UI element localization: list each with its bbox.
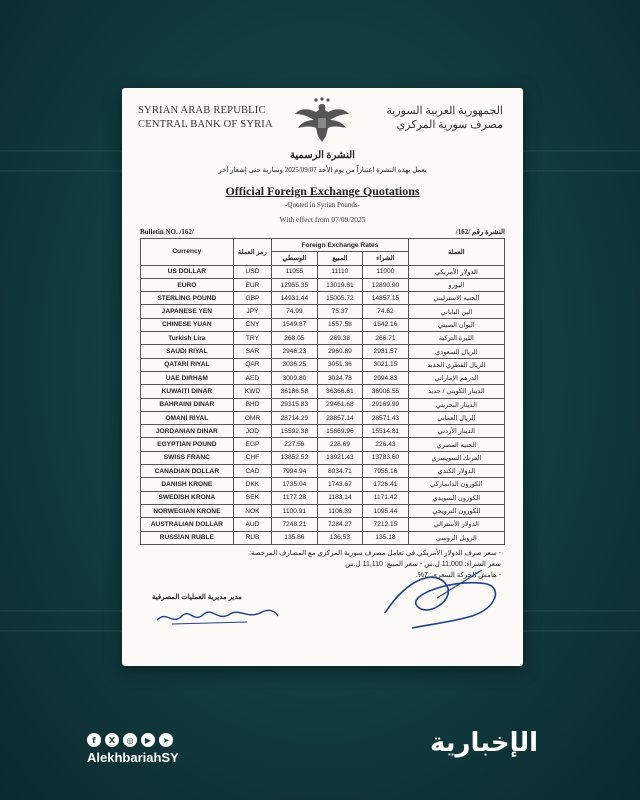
cell-ar: اليوان الصيني: [408, 318, 504, 331]
cell-ar: الدينار الكويتي / جديد: [408, 385, 504, 398]
cell-currency: QATARI RIYAL: [141, 358, 234, 371]
cell-code: JPY: [233, 305, 271, 318]
eagle-emblem-icon: [294, 96, 350, 146]
cell-currency: OMANI RIYAL: [141, 411, 234, 424]
cell-buy: 2931.57: [363, 345, 409, 358]
facebook-icon[interactable]: f: [87, 733, 101, 747]
cell-mid: 3036.25: [272, 358, 318, 371]
header-en-line1: SYRIAN ARAB REPUBLIC: [138, 105, 266, 116]
social-icons: [87, 733, 173, 747]
cell-mid: 2946.23: [272, 345, 318, 358]
table-row: [141, 518, 505, 531]
cell-code: DKK: [233, 478, 271, 491]
header-ar-line2: مصرف سورية المركزي: [396, 119, 503, 131]
cell-ar: الين الياباني: [408, 305, 504, 318]
cell-mid: 7994.94: [272, 465, 318, 478]
cell-buy: 7955.16: [363, 465, 409, 478]
cell-currency: JAPANESE YEN: [141, 305, 234, 318]
cell-sell: 3051.36: [317, 358, 363, 371]
cell-ar: الكورون السويدي: [408, 491, 504, 504]
table-row: [141, 278, 505, 291]
arabic-header: [386, 104, 503, 132]
effect-date-ar: يعمل بهذه النشرة اعتباراً من يوم الأحد 2025/09/07 وسارية حتى إشعار آخر: [218, 166, 427, 174]
table-row: [141, 438, 505, 451]
cell-sell: 1557.58: [317, 318, 363, 331]
cell-currency: JORDANIAN DINAR: [141, 425, 234, 438]
x-icon[interactable]: X: [105, 733, 119, 747]
cell-mid: 268.05: [272, 332, 318, 345]
cell-buy: 14857.15: [363, 292, 409, 305]
cell-buy: 74.62: [363, 305, 409, 318]
cell-ar: الريال السعودي: [408, 345, 504, 358]
header-buy: الشراء: [363, 252, 409, 265]
cell-buy: 36006.55: [363, 385, 409, 398]
cell-sell: 8034.71: [317, 465, 363, 478]
cell-buy: 28571.43: [363, 411, 409, 424]
table-row: [141, 478, 505, 491]
cell-ar: الكورون النرويجي: [408, 504, 504, 517]
cell-ar: الجنيه المصري: [408, 438, 504, 451]
cell-sell: 36366.61: [317, 385, 363, 398]
cell-buy: 1726.41: [363, 478, 409, 491]
cell-currency: STERLING POUND: [141, 292, 234, 305]
bulletin-document: [122, 88, 523, 666]
table-row: [141, 332, 505, 345]
cell-mid: 227.56: [272, 438, 318, 451]
youtube-icon[interactable]: ▶: [141, 733, 155, 747]
cell-sell: 7284.27: [317, 518, 363, 531]
table-row: [141, 358, 505, 371]
cell-sell: 1743.67: [317, 478, 363, 491]
table-row: [141, 491, 505, 504]
cell-buy: 3021.15: [363, 358, 409, 371]
cell-buy: 1171.42: [363, 491, 409, 504]
cell-mid: 36186.58: [272, 385, 318, 398]
header-en-line2: CENTRAL BANK OF SYRIA: [138, 119, 273, 130]
cell-mid: 15592.38: [272, 425, 318, 438]
header-ar-line1: الجمهورية العربية السورية: [386, 105, 503, 117]
table-row: [141, 345, 505, 358]
cell-ar: الدولار الكندي: [408, 465, 504, 478]
header-code: رمز العملة: [233, 239, 271, 266]
cell-sell: 75.37: [317, 305, 363, 318]
cell-code: NOK: [233, 504, 271, 517]
cell-ar: الروبل الروسي: [408, 531, 504, 544]
cell-currency: EGYPTIAN POUND: [141, 438, 234, 451]
header-rates: Foreign Exchange Rates: [272, 239, 409, 252]
cell-sell: 13019.81: [317, 278, 363, 291]
cell-currency: BAHRAINI DINAR: [141, 398, 234, 411]
cell-mid: 28714.29: [272, 411, 318, 424]
cell-code: EGP: [233, 438, 271, 451]
header-mid: الوسطي: [272, 252, 318, 265]
cell-sell: 11110: [317, 265, 363, 278]
cell-code: JOD: [233, 425, 271, 438]
cell-code: CNY: [233, 318, 271, 331]
instagram-icon[interactable]: ◎: [123, 733, 137, 747]
cell-buy: 1542.16: [363, 318, 409, 331]
cell-mid: 74.99: [272, 305, 318, 318]
table-row: [141, 465, 505, 478]
cell-code: QAR: [233, 358, 271, 371]
cell-sell: 269.38: [317, 332, 363, 345]
telegram-icon[interactable]: ➤: [159, 733, 173, 747]
cell-code: BHD: [233, 398, 271, 411]
bulletin-number-ar: النشرة رقم /162/: [455, 228, 505, 236]
cell-currency: DANISH KRONE: [141, 478, 234, 491]
cell-sell: 2960.89: [317, 345, 363, 358]
cell-sell: 28857.14: [317, 411, 363, 424]
cell-buy: 11000: [363, 265, 409, 278]
cell-currency: NORWEGIAN KRONE: [141, 504, 234, 517]
cell-ar: الريال العماني: [408, 411, 504, 424]
header-currency: Currency: [141, 239, 234, 266]
cell-code: USD: [233, 265, 271, 278]
table-row: [141, 425, 505, 438]
cell-ar: الدرهم الإماراتي: [408, 371, 504, 384]
cell-ar: الليرة التركية: [408, 332, 504, 345]
cell-mid: 11055: [272, 265, 318, 278]
note-line3: - هامش الحركة السعري: 7%.: [415, 572, 501, 579]
cell-ar: الدولار الأسترالي: [408, 518, 504, 531]
cell-code: AED: [233, 371, 271, 384]
cell-currency: EURO: [141, 278, 234, 291]
table-row: [141, 451, 505, 464]
table-row: [141, 305, 505, 318]
cell-sell: 1106.39: [317, 504, 363, 517]
cell-code: GBP: [233, 292, 271, 305]
cell-code: RUB: [233, 531, 271, 544]
cell-buy: 2994.83: [363, 371, 409, 384]
exchange-rates-table: [140, 238, 505, 545]
table-row: [141, 292, 505, 305]
cell-code: EUR: [233, 278, 271, 291]
cell-currency: SAUDI RIYAL: [141, 345, 234, 358]
header-currency-ar: العملة: [408, 239, 504, 266]
cell-ar: الدينار الأردني: [408, 425, 504, 438]
bulletin-number: Bulletin NO. /162/: [140, 228, 194, 236]
signature-right-icon: [377, 558, 512, 638]
cell-mid: 14931.44: [272, 292, 318, 305]
cell-buy: 15514.81: [363, 425, 409, 438]
cell-ar: الدولار الأمريكي: [408, 265, 504, 278]
quoted-note: -Quoted in Syrian Pounds-: [285, 201, 360, 209]
table-row: [141, 265, 505, 278]
cell-currency: Turkish Lira: [141, 332, 234, 345]
cell-sell: 3024.78: [317, 371, 363, 384]
cell-ar: اليورو: [408, 278, 504, 291]
cell-currency: RUSSIAN RUBLE: [141, 531, 234, 544]
cell-sell: 228.69: [317, 438, 363, 451]
cell-code: SEK: [233, 491, 271, 504]
cell-mid: 1100.91: [272, 504, 318, 517]
cell-ar: الدينار البحريني: [408, 398, 504, 411]
cell-code: SAR: [233, 345, 271, 358]
signature-left-icon: [152, 602, 282, 632]
table-row: [141, 504, 505, 517]
cell-sell: 29461.68: [317, 398, 363, 411]
cell-buy: 266.71: [363, 332, 409, 345]
cell-currency: AUSTRALIAN DOLLAR: [141, 518, 234, 531]
cell-currency: KUWAITI DINAR: [141, 385, 234, 398]
cell-mid: 12955.35: [272, 278, 318, 291]
official-bulletin-ar: النشرة الرسمية: [290, 150, 355, 161]
social-handle: AlekhbariahSY: [87, 750, 179, 765]
header-sell: المبيع: [317, 252, 363, 265]
cell-ar: الجنيه الاسترليني: [408, 292, 504, 305]
table-row: [141, 411, 505, 424]
cell-currency: UAE DIRHAM: [141, 371, 234, 384]
cell-buy: 29169.99: [363, 398, 409, 411]
cell-ar: الريال القطري الجديد: [408, 358, 504, 371]
cell-mid: 135.86: [272, 531, 318, 544]
cell-currency: SWEDISH KRONA: [141, 491, 234, 504]
cell-currency: SWISS FRANC: [141, 451, 234, 464]
cell-ar: الفرنك السويسري: [408, 451, 504, 464]
cell-currency: US DOLLAR: [141, 265, 234, 278]
english-header: [138, 104, 273, 132]
table-row: [141, 371, 505, 384]
cell-sell: 13921.43: [317, 451, 363, 464]
document-title: Official Foreign Exchange Quotations: [225, 184, 420, 198]
cell-mid: 13852.52: [272, 451, 318, 464]
table-row: [141, 398, 505, 411]
cell-buy: 135.18: [363, 531, 409, 544]
cell-mid: 1735.04: [272, 478, 318, 491]
note-line2: سعر الشراء: 11,000 ل.س - سعر المبيع: 11,110 ل.س: [345, 561, 501, 568]
cell-currency: CANADIAN DOLLAR: [141, 465, 234, 478]
cell-code: TRY: [233, 332, 271, 345]
cell-buy: 12890.90: [363, 278, 409, 291]
cell-mid: 1549.87: [272, 318, 318, 331]
cell-currency: CHINESE YUAN: [141, 318, 234, 331]
effect-date: With effect from 07/09/2025: [279, 215, 366, 224]
brand-logo: الإخبارية: [430, 728, 539, 758]
cell-code: OMR: [233, 411, 271, 424]
table-row: [141, 318, 505, 331]
cell-ar: الكورون الدانماركي: [408, 478, 504, 491]
cell-buy: 13783.60: [363, 451, 409, 464]
table-row: [141, 385, 505, 398]
cell-code: KWD: [233, 385, 271, 398]
cell-buy: 7212.15: [363, 518, 409, 531]
cell-sell: 1183.14: [317, 491, 363, 504]
cell-mid: 29315.83: [272, 398, 318, 411]
cell-buy: 1095.44: [363, 504, 409, 517]
cell-mid: 7248.21: [272, 518, 318, 531]
cell-code: CAD: [233, 465, 271, 478]
cell-sell: 136.53: [317, 531, 363, 544]
cell-buy: 226.43: [363, 438, 409, 451]
cell-code: AUD: [233, 518, 271, 531]
cell-code: CHF: [233, 451, 271, 464]
cell-mid: 1177.28: [272, 491, 318, 504]
note-line1: - سعر صرف الدولار الأمريكي في تعامل مصرف سورية المركزي مع المصارف المرخصة:: [249, 550, 501, 557]
cell-sell: 15669.96: [317, 425, 363, 438]
director-title: مدير مديرية العمليات المصرفية: [152, 594, 242, 601]
table-row: [141, 531, 505, 544]
cell-sell: 15005.72: [317, 292, 363, 305]
cell-mid: 3009.80: [272, 371, 318, 384]
